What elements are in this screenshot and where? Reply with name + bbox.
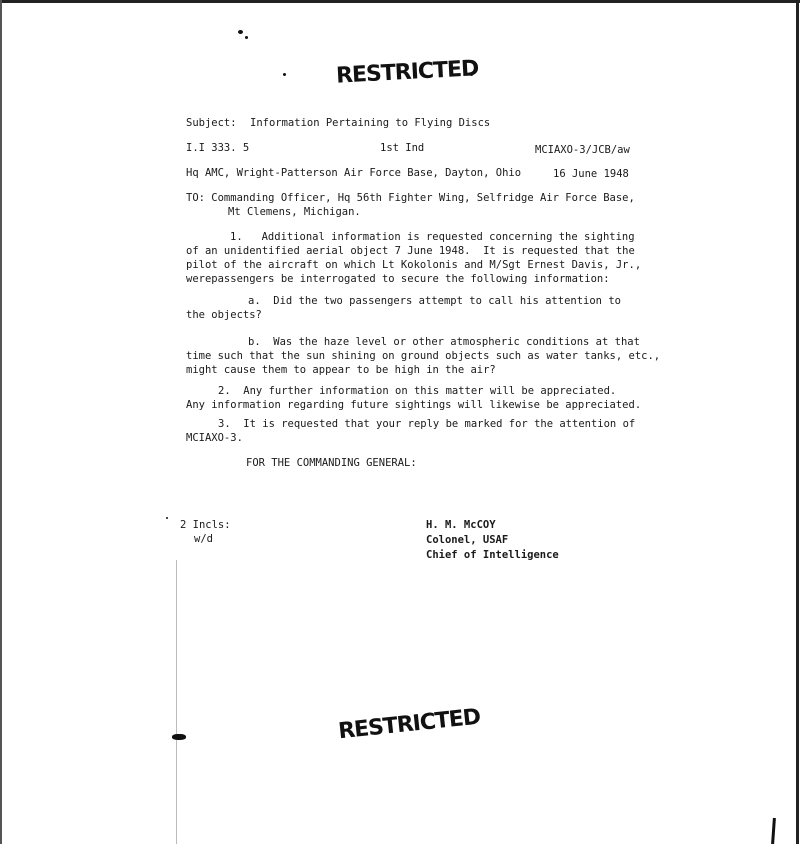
pen-mark — [771, 818, 776, 844]
ink-smudge — [172, 734, 186, 740]
inclosures-note: w/d — [194, 533, 213, 545]
to-line: TO: Commanding Officer, Hq 56th Fighter Wing, Selfridge Air Force Base, — [186, 192, 635, 204]
document-date: 16 June 1948 — [553, 168, 629, 180]
ink-speck — [283, 73, 286, 76]
paragraph-b-line: might cause them to appear to be high in the air? — [186, 364, 496, 376]
restricted-stamp-top: RESTRICTED — [335, 56, 479, 89]
paragraph-2-line: 2. Any further information on this matter will be appreciated. — [218, 385, 617, 397]
restricted-stamp-bottom: RESTRICTED — [337, 704, 482, 745]
scan-border-right — [796, 0, 799, 844]
paragraph-b-line: time such that the sun shining on ground objects such as water tanks, etc., — [186, 350, 661, 362]
to-line-continued: Mt Clemens, Michigan. — [228, 206, 361, 218]
paragraph-b-line: b. Was the haze level or other atmospheric conditions at that — [248, 336, 640, 348]
paragraph-a-line: a. Did the two passengers attempt to call his attention to — [248, 295, 621, 307]
closing-line: FOR THE COMMANDING GENERAL: — [246, 457, 417, 469]
paragraph-3-line: 3. It is requested that your reply be marked for the attention of — [218, 418, 636, 430]
subject-text: Information Pertaining to Flying Discs — [250, 117, 491, 129]
paragraph-1-line: pilot of the aircraft on which Lt Kokolonis and M/Sgt Ernest Davis, Jr., — [186, 259, 642, 271]
signature-name: H. M. McCOY — [426, 519, 496, 531]
paragraph-2-line: Any information regarding future sightings will likewise be appreciated. — [186, 399, 642, 411]
file-reference: I.I 333. 5 — [186, 142, 250, 154]
scan-border-left — [0, 0, 2, 844]
inclosures-label: 2 Incls: — [180, 519, 231, 531]
paragraph-1-line: of an unidentified aerial object 7 June 1948. It is requested that the — [186, 245, 635, 257]
ink-speck — [245, 36, 248, 39]
paragraph-a-line: the objects? — [186, 309, 262, 321]
paragraph-1-line: werepassengers be interrogated to secure the following information: — [186, 273, 610, 285]
paragraph-1-line: 1. Additional information is requested concerning the sighting — [230, 231, 635, 243]
margin-line — [176, 560, 177, 844]
from-line: Hq AMC, Wright-Patterson Air Force Base, Dayton, Ohio — [186, 167, 522, 179]
signature-title: Chief of Intelligence — [426, 549, 559, 561]
scan-border-top — [0, 0, 800, 3]
office-symbol: MCIAXO-3/JCB/aw — [535, 144, 630, 156]
ink-speck — [238, 30, 243, 34]
signature-rank: Colonel, USAF — [426, 534, 509, 546]
paragraph-3-line: MCIAXO-3. — [186, 432, 243, 444]
indorsement-number: 1st Ind — [380, 142, 425, 154]
subject-label: Subject: — [186, 117, 237, 129]
ink-speck — [166, 517, 168, 519]
